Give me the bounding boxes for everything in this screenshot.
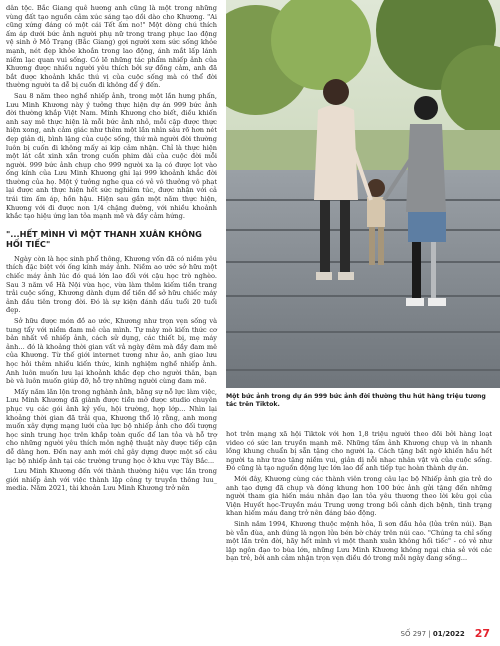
- paragraph: Mấy năm lăn lộn trong nghành ảnh, bằng sự nỗ lực làm việc, Lưu Minh Khương đã giành được tiền mở được studio chuyên phục vụ các gói ảnh kỷ yếu, hội trường, hợp lớp... Nhìn lại khoảng thời gian đã trải qua, Khương thổ lộ rằng, anh mong muốn xây dựng mạng lưới của lực bộ nhiếp ảnh cho đối tượng học sinh trung học trên khắp toàn quốc để lan tỏa và hỗ trợ cho những người yêu thích môn nghệ thuật này được tiếp cận dễ dàng hơn. Đến nay anh mới chỉ gây dựng được một số câu lạc bộ nhiếp ảnh tại các trường trung học ở khu vực Tây Bắc...: [6, 387, 218, 465]
- issue-date: 01/2022: [432, 629, 465, 638]
- paragraph: hot trên mạng xã hội Tiktok với hơn 1,8 triệu người theo dõi bởi hàng loạt video có sức lan truyền mạnh mẽ. Những tấm ảnh Khương chụp và in nhanh lồng khung chuẩn bị sẵn tặng cho người lạ. Cách tặng bất ngờ khiến hầu hết người ta như trao tặng niềm vui, giản dị nỗi nhạc nhân vật và của cuộc sống. Đó cũng là tạo nguồn động lực lớn lao để anh tiếp tục hoàn thành dự án.: [226, 430, 492, 473]
- paragraph: Sinh năm 1994, Khương thuộc mệnh hỏa, lì sơn đầu hỏa (lửa trên núi). Bạn bè vẫn đùa, anh đúng là ngọn lửa bén bờ cháy trên núi cao. "Chúng ta chỉ sống một lần trên đời, hãy hết mình vì một thanh xuân không hối tiếc" - có vẻ như lập ngôn đạo to bùa lớn, những Lưu Minh Khương không ngại chia sẻ với các bạn trẻ, bởi anh cảm nhận trọn vẹn điều đó trong mỗi ngày đang sống...: [226, 519, 492, 563]
- photo-caption: Một bức ảnh trong dự án 999 bức ảnh đời thường thu hút hàng triệu tương tác trên Tiktok.: [226, 393, 486, 408]
- paragraph: Lưu Minh Khương đến với thành thường hiệu vực lần trong giới nhiếp ảnh với việc thành lập công ty truyền thông luu_ media. Năm 2021, tài khoản Lưu Minh Khương trở nên: [6, 467, 217, 493]
- section-heading: "...HẾT MÌNH VÌ MỘT THANH XUÂN KHÔNG HỐI TIẾC": [6, 228, 202, 249]
- page-footer: [401, 627, 490, 640]
- issue-number: SỐ 297: [400, 629, 427, 638]
- family-photo: [226, 0, 500, 388]
- left-article-column: [6, 4, 217, 495]
- paragraph: Ngày còn là học sinh phổ thông, Khương vốn đã có niềm yêu thích đặc biệt với ống kính máy ảnh. Niềm ao ước sở hữu một chiếc máy ảnh lúc đó quá lớn lao đối với cậu học trò nghèo. Sau 3 năm về Hà Nội vừa học, vừa làm thêm kiếm tiền trang trải cuộc sống, Khương dành dụm để tiền để sở hữu chiếc máy ảnh đầu tiên trong đời. Đó là sự kiện đánh dấu tuổi 20 tuổi đẹp.: [6, 254, 217, 315]
- right-article-column: [226, 430, 492, 565]
- paragraph: Sở hữu được món đồ ao ước, Khương như trọn vẹn sống và tung tẩy với niềm đam mê của mình. Tự mày mò kiến thức cơ bản nhất về nhiếp ảnh, cách sử dụng, các thiết bị, mẹ máy ảnh... đó là khoảng thời gian vất vả ngày đêm mà đầy đam mê của Khương. Từ thế giới internet tương như ảo, anh giao lưu học hỏi thêm nhiều kiến thức, kinh nghiệm nghề nhiếp ảnh. Anh luôn muốn lưu lại khoảnh khắc đẹp cho người thân, bạn bè và luôn muốn giúp đỡ, hỗ trợ những người cùng đam mê.: [6, 317, 217, 386]
- paragraph: Mới đây, Khương cùng các thành viên trong câu lạc bộ Nhiếp ảnh gia trẻ do anh tạo dựng đã chụp và đóng khung hơn 100 bức ảnh gửi tặng đến những người tham gia hiến máu nhân đạo lan tỏa yêu thương theo lời kêu gọi của Viện Huyết học-Truyền máu Trung ương trong bối cảnh dịch bệnh, tình trạng khan hiếm máu đang trở nên đáng báo động.: [226, 474, 492, 518]
- page-number: 27: [474, 627, 490, 640]
- family-photo-illustration: [226, 0, 500, 388]
- paragraph: dân tộc. Bắc Giang quê hương anh cũng là một trong những vùng đất tạo nguồn cảm xúc sáng tạo dồi dào cho Khương. "Ai cũng xứng đáng có một cái Tết ấm no!" Một dòng chú thích ấm áp dưới bức ảnh người phụ nữ trong trang phục lao động vệ sinh ở Mỏ Trạng (Bắc Giang) gợi người xem sức sống khỏe mạnh, nét đẹp khỏe khoắn trong lao động, ánh mắt lấp lánh niềm lạc quan vui sống. Có lẽ những tác phẩm nhiếp ảnh của Khương được nhiều người yêu thích bởi sự đồng cảm, anh đã bắt được khoảnh khắc thú vị của cuộc sống mà có thể đời thường người ta dễ bị cuốn đi không để ý đến.: [6, 4, 217, 90]
- paragraph: Sau 8 năm theo nghề nhiếp ảnh, trong một lần hưng phấn, Lưu Minh Khương này ý tưởng thực hiện dự án 999 bức ảnh đời thường khắp Việt Nam. Minh Khương cho biết, điều khiến anh say mê thực hiện là mỗi bức ảnh nhỏ, mỗi cặp được thực hiện xong, anh cảm giác như thêm một lần nhìn sâu rõ hơn nét đẹp giản dị, bình lặng của cuộc sống, thứ mà người đời thường luôn bị cuốn đi không mấy ai kịp cảm nhận. Chỉ là thực hiện một lát cắt xinh xắn trong cuốn phim dài của cuộc đời mỗi người. 999 bức ảnh chụp cho 999 người xa lạ có được lọt vào ống kính của Lưu Minh Khương ghi lại 999 khoảnh khắc đời thường của họ. Một ý tưởng nghe qua có vẻ vô thưởng vô phạt lại được anh thực hiện hết sức nghiêm túc, được nhận với cả trái tim ấm áp, hồn hậu. Hiện sau gần một năm thực hiện, Khương với đi được non 1/4 chặng đường, với nhiều khoảnh khắc tạo hiệu ứng lan tỏa mạnh mẽ và đầy cảm hứng.: [6, 91, 217, 221]
- issue-label: SỐ 297 | 01/2022: [400, 629, 465, 638]
